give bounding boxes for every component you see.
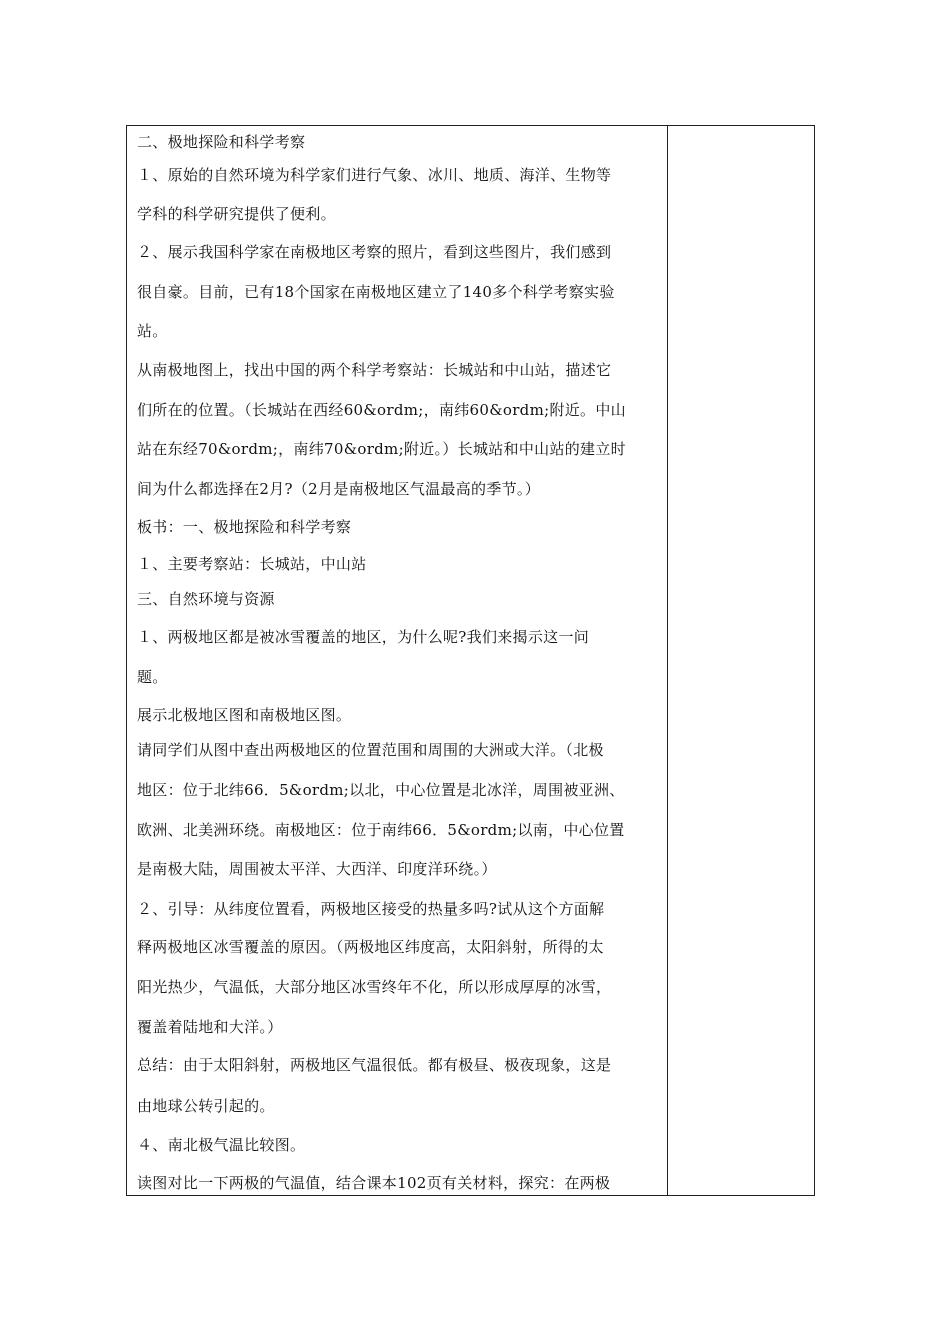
text-line: 们所在的位置。（长城站在西经60&ordm;，南纬60&ordm;附近。中山 (137, 401, 626, 419)
text-line: 从南极地图上，找出中国的两个科学考察站：长城站和中山站，描述它 (137, 361, 612, 379)
text-line: 地区：位于北纬66．5&ordm;以北，中心位置是北冰洋，周围被亚洲、 (137, 781, 625, 799)
document-table (126, 125, 815, 1196)
text-line: １、两极地区都是被冰雪覆盖的地区，为什么呢?我们来揭示这一问 (137, 628, 590, 646)
text-line: 间为什么都选择在2月?（2月是南极地区气温最高的季节。） (137, 480, 541, 498)
text-line: 很自豪。目前，已有18个国家在南极地区建立了140多个科学考察实验 (137, 283, 615, 301)
notes-cell (668, 126, 814, 1195)
text-line: ２、引导：从纬度位置看，两极地区接受的热量多吗?试从这个方面解 (137, 900, 605, 918)
text-line: 站。 (137, 322, 168, 340)
text-line: 展示北极地区图和南极地区图。 (137, 706, 352, 724)
content-cell (127, 126, 668, 1195)
text-line: 释两极地区冰雪覆盖的原因。（两极地区纬度高，太阳斜射，所得的太 (137, 938, 604, 956)
text-line: ２、展示我国科学家在南极地区考察的照片，看到这些图片，我们感到 (137, 243, 612, 261)
text-line: １、原始的自然环境为科学家们进行气象、冰川、地质、海洋、生物等 (137, 166, 612, 184)
text-line: 请同学们从图中查出两极地区的位置范围和周围的大洲或大洋。（北极 (137, 741, 604, 759)
text-line: 阳光热少，气温低，大部分地区冰雪终年不化，所以形成厚厚的冰雪， (137, 978, 612, 996)
text-line: 三、自然环境与资源 (137, 590, 275, 608)
text-line: ４、南北极气温比较图。 (137, 1136, 306, 1154)
text-line: 题。 (137, 668, 168, 686)
text-line: 由地球公转引起的。 (137, 1097, 275, 1115)
text-line: 板书：一、极地探险和科学考察 (137, 518, 352, 536)
text-line: 站在东经70&ordm;，南纬70&ordm;附近。）长城站和中山站的建立时 (137, 440, 626, 458)
text-line: 读图对比一下两极的气温值，结合课本102页有关材料，探究：在两极 (137, 1174, 611, 1192)
text-line: 覆盖着陆地和大洋。） (137, 1018, 283, 1036)
text-line: 是南极大陆，周围被太平洋、大西洋、印度洋环绕。） (137, 860, 497, 878)
text-line: 总结：由于太阳斜射，两极地区气温很低。都有极昼、极夜现象，这是 (137, 1056, 612, 1074)
text-line: 学科的科学研究提供了便利。 (137, 205, 336, 223)
text-line: 欧洲、北美洲环绕。南极地区：位于南纬66．5&ordm;以南，中心位置 (137, 821, 625, 839)
text-line: １、主要考察站：长城站，中山站 (137, 555, 367, 573)
text-line: 二、极地探险和科学考察 (137, 133, 306, 151)
